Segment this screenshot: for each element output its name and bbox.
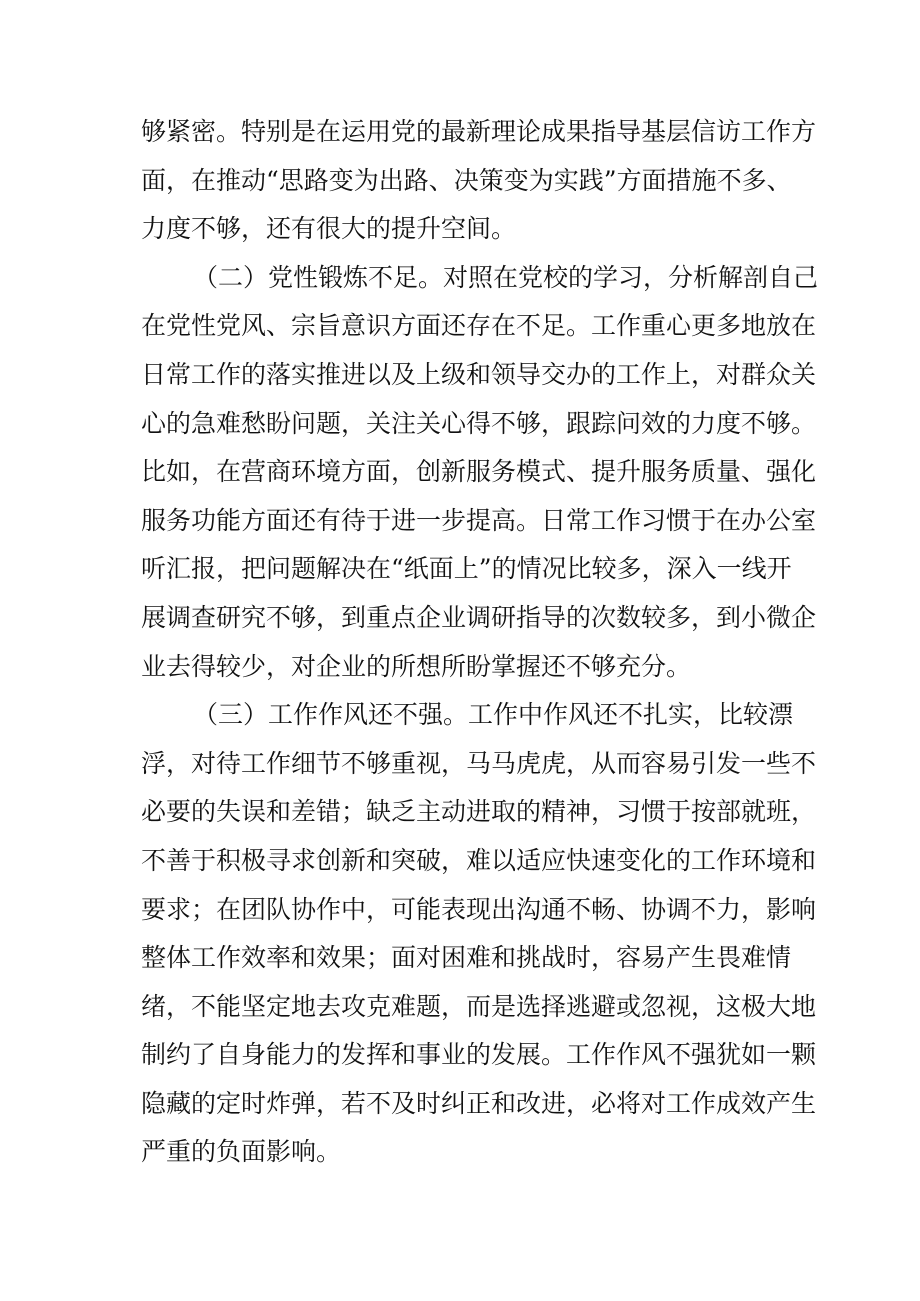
text-line: 力度不够，还有很大的提升空间。 (141, 214, 517, 244)
text-line: 业去得较少，对企业的所想所盼掌握还不够充分。 (141, 651, 692, 681)
text-line: 绪，不能坚定地去攻克难题，而是选择逃避或忽视，这极大地 (141, 991, 817, 1021)
text-line: 比如，在营商环境方面，创新服务模式、提升服务质量、强化 (141, 457, 817, 487)
text-line: 要求；在团队协作中，可能表现出沟通不畅、协调不力，影响 (141, 894, 817, 924)
section-heading-line: （三）工作作风还不强。工作中作风还不扎实，比较漂 (193, 700, 794, 730)
text-line: 服务功能方面还有待于进一步提高。日常工作习惯于在办公室 (141, 505, 817, 535)
text-line: 整体工作效率和效果；面对困难和挑战时，容易产生畏难情 (141, 943, 792, 973)
text-line: 浮，对待工作细节不够重视，马马虎虎，从而容易引发一些不 (141, 748, 817, 778)
text-line: 在党性党风、宗旨意识方面还存在不足。工作重心更多地放在 (141, 311, 817, 341)
text-line: 够紧密。特别是在运用党的最新理论成果指导基层信访工作方 (141, 117, 817, 146)
text-line: 必要的失误和差错；缺乏主动进取的精神，习惯于按部就班， (141, 797, 817, 827)
section-heading-line: （二）党性锻炼不足。对照在党校的学习，分析解剖自己 (193, 262, 819, 292)
text-line: 日常工作的落实推进以及上级和领导交办的工作上，对群众关 (141, 359, 817, 389)
text-line: 严重的负面影响。 (141, 1137, 342, 1167)
text-line: 听汇报，把问题解决在“纸面上”的情况比较多，深入一线开 (141, 554, 792, 584)
text-line: 心的急难愁盼问题，关注关心得不够，跟踪问效的力度不够。 (141, 408, 817, 438)
body-text (141, 108, 819, 1177)
text-line: 展调查研究不够，到重点企业调研指导的次数较多，到小微企 (141, 602, 817, 632)
text-line: 面，在推动“思路变为出路、决策变为实践”方面措施不多、 (141, 165, 792, 195)
text-line: 不善于积极寻求创新和突破，难以适应快速变化的工作环境和 (141, 845, 817, 875)
text-line: 制约了自身能力的发挥和事业的发展。工作作风不强犹如一颗 (141, 1040, 817, 1070)
text-line: 隐藏的定时炸弹，若不及时纠正和改进，必将对工作成效产生 (141, 1088, 817, 1118)
